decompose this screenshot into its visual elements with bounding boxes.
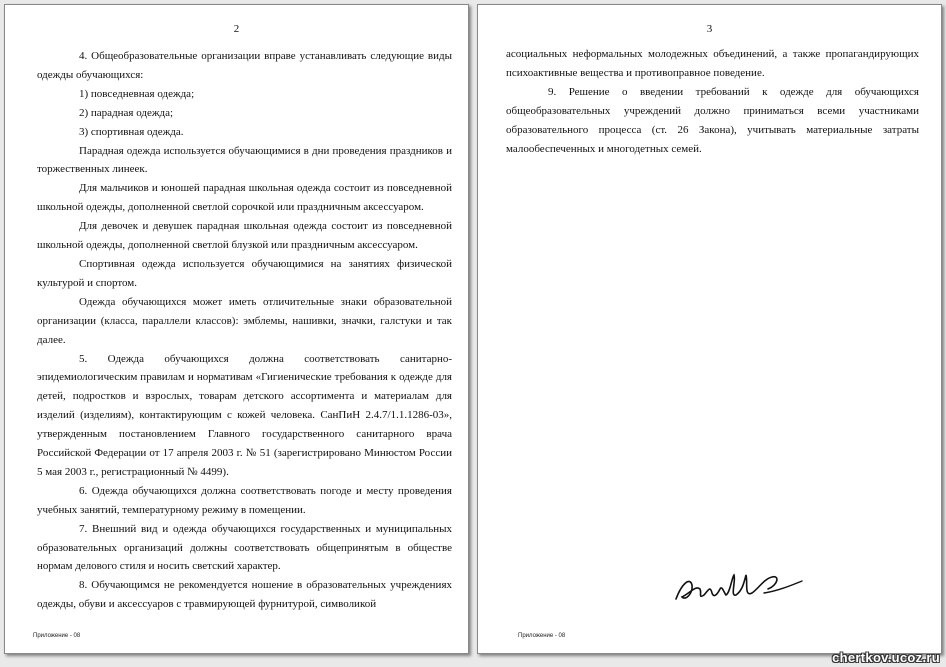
list-item: 3) спортивная одежда.: [79, 125, 184, 138]
page-number: 2: [233, 23, 240, 35]
page-number: 3: [706, 23, 713, 35]
page-text: [37, 47, 452, 614]
paragraph: асоциальных неформальных молодежных объединений, а также пропагандирующих психоактивные вещества и противоправное поведение.: [506, 48, 919, 79]
paragraph: Для мальчиков и юношей парадная школьная одежда состоит из повседневной школьной одежды, дополненной светлой сорочкой или праздничным аксессуаром.: [37, 182, 452, 214]
paragraph: 6. Одежда обучающихся должна соответствовать погоде и месту проведения учебных занятий, температурному режиму в помещении.: [37, 484, 452, 516]
page-footer: Приложение - 08: [33, 633, 81, 639]
document-page-right: [477, 4, 942, 654]
paragraph: 8. Обучающимся не рекомендуется ношение в образовательных учреждениях одежды, обуви и аксессуаров с травмирующей фурнитурой, символикой: [37, 579, 452, 611]
paragraph: Парадная одежда используется обучающимися в дни проведения праздников и торжественных линеек.: [37, 144, 452, 176]
paragraph: Одежда обучающихся может иметь отличительные знаки образовательной организации (класса, параллели классов): эмблемы, нашивки, значки, галстуки и так далее.: [37, 295, 452, 346]
paragraph: Для девочек и девушек парадная школьная одежда состоит из повседневной школьной одежды, дополненной светлой блузкой или праздничным аксессуаром.: [37, 220, 452, 252]
list-item: 1) повседневная одежда;: [79, 87, 195, 100]
site-watermark: chertkov.ucoz.ru: [832, 650, 940, 665]
list-item: 2) парадная одежда;: [79, 106, 174, 119]
paragraph: 7. Внешний вид и одежда обучающихся государственных и муниципальных образовательных организаций должны соответствовать общепринятым в обществе нормам делового стиля и носить светский характер.: [37, 522, 452, 573]
page-footer: Приложение - 08: [518, 633, 566, 639]
paragraph: Спортивная одежда используется обучающимися на занятиях физической культурой и спортом.: [37, 257, 452, 289]
paragraph: 5. Одежда обучающихся должна соответствовать санитарно-эпидемиологическим правилам и нормативам «Гигиенические требования к одежде для детей, подростков и взрослых, товарам детского ассортимента и материалам для изделий (изделиям), контактирующим с кожей человека. СанПиН 2.4.7/1.1.1286-03», утвержденным постановлением Главного государственного санитарного врача Российской Федерации от 17 апреля 2003 г. № 51 (зарегистрировано Минюстом России 5 мая 2003 г., регистрационный № 4499).: [37, 352, 452, 478]
paragraph: 9. Решение о введении требований к одежде для обучающихся общеобразовательных учреждений должно приниматься всеми участниками образовательного процесса (ст. 26 Закона), учитывать материальные затраты малообеспеченных и многодетных семей.: [506, 85, 919, 155]
signature-image: [668, 563, 808, 608]
page-text: [506, 45, 919, 158]
document-page-left: [4, 4, 469, 654]
paragraph: 4. Общеобразовательные организации вправе устанавливать следующие виды одежды обучающихся:: [37, 50, 452, 81]
